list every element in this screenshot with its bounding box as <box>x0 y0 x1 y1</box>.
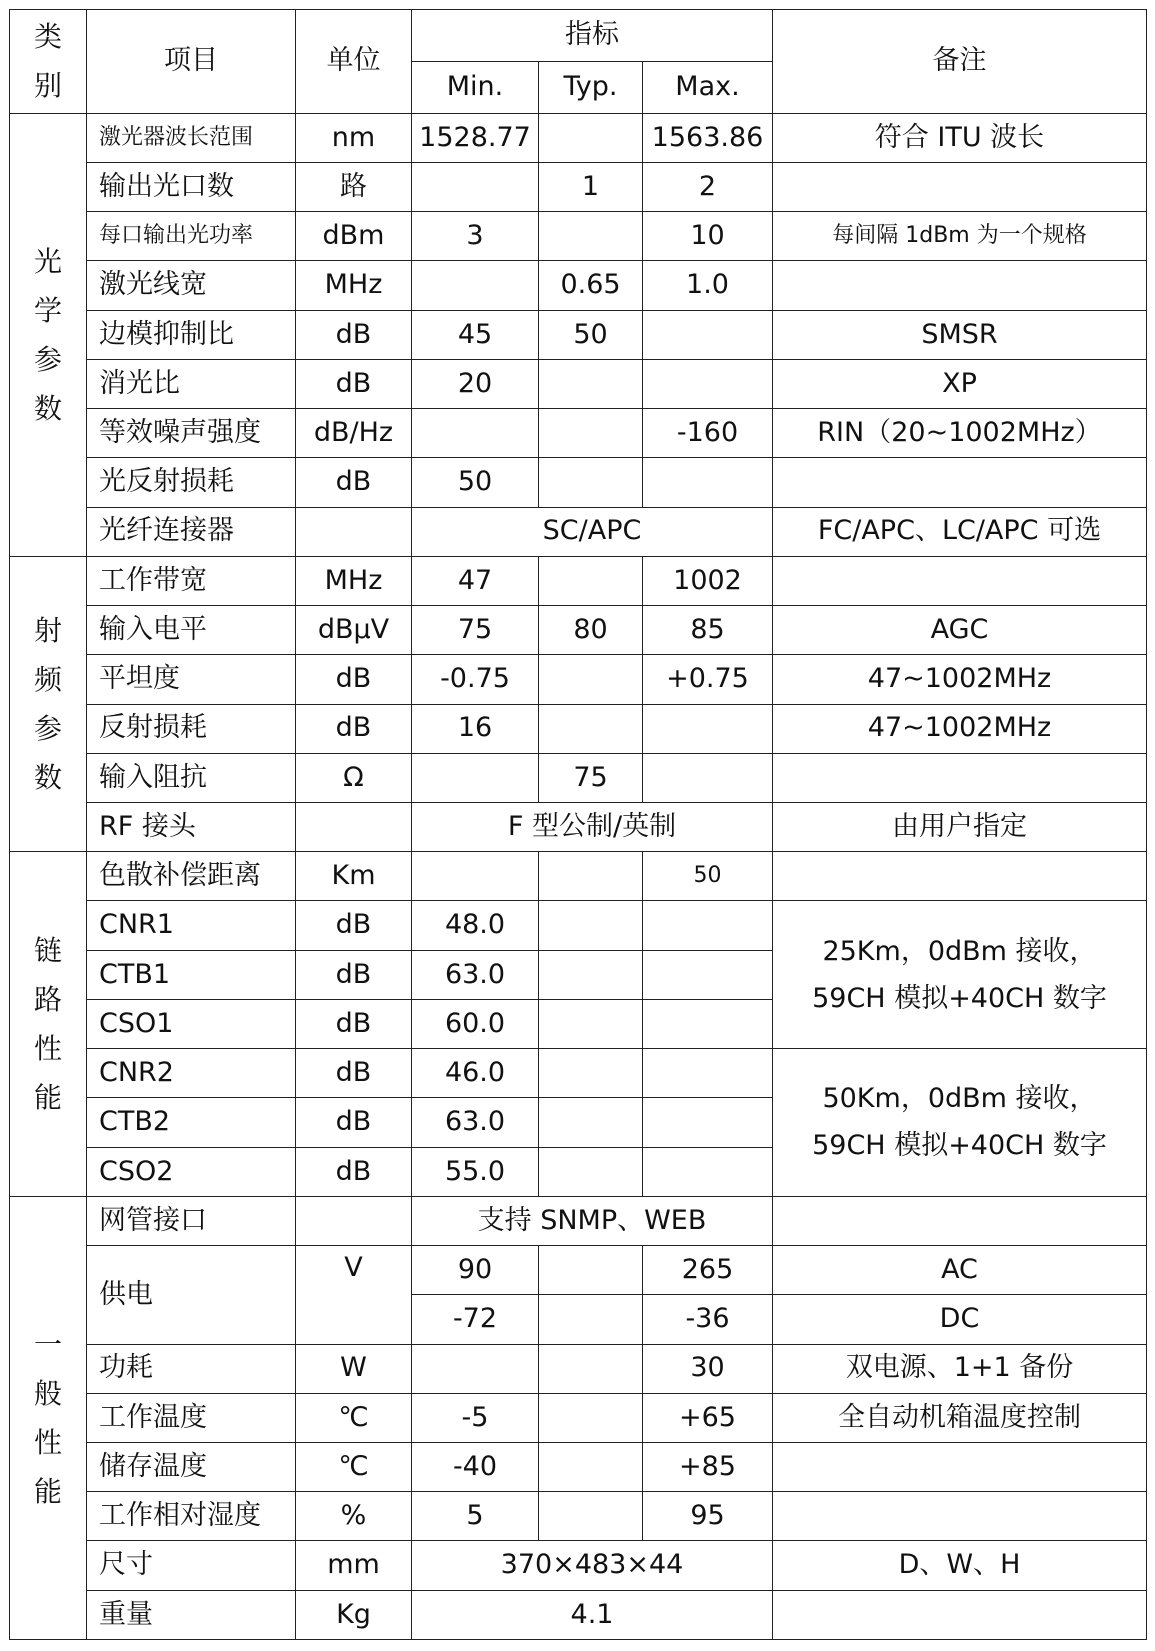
item-cell: CTB1 <box>87 950 296 999</box>
note-cell: DC <box>773 1295 1147 1344</box>
typ-cell <box>539 1492 643 1541</box>
table-row <box>10 802 1147 851</box>
spec-table <box>9 9 1147 1640</box>
item-cell: 工作带宽 <box>87 556 296 605</box>
typ-cell: 80 <box>539 606 643 655</box>
table-row <box>10 606 1147 655</box>
category-char: 光 <box>33 244 62 278</box>
item-cell: CNR1 <box>87 901 296 950</box>
table-row <box>10 409 1147 458</box>
note-cell: AC <box>773 1246 1147 1295</box>
min-cell <box>412 162 539 211</box>
item-cell: 网管接口 <box>87 1196 296 1245</box>
unit-cell <box>296 507 412 556</box>
item-cell: 输入电平 <box>87 606 296 655</box>
table-row <box>10 901 1147 950</box>
item-cell: 工作相对湿度 <box>87 1492 296 1541</box>
header-note: 备注 <box>773 10 1147 114</box>
min-cell: 90 <box>412 1246 539 1295</box>
header-category <box>10 10 87 114</box>
unit-cell: dB <box>296 655 412 704</box>
category-char: 数 <box>33 761 62 794</box>
unit-cell: dB <box>296 310 412 359</box>
category-rf <box>10 556 87 851</box>
note-cell: 符合 ITU 波长 <box>773 113 1147 162</box>
typ-cell <box>539 1344 643 1393</box>
note-cell <box>773 1196 1147 1245</box>
category-char: 链 <box>33 934 62 968</box>
typ-cell <box>539 1295 643 1344</box>
note-cell <box>773 753 1147 802</box>
note-cell <box>773 1590 1147 1639</box>
item-cell: 边模抑制比 <box>87 310 296 359</box>
item-cell: 功耗 <box>87 1344 296 1393</box>
note-cell <box>773 458 1147 507</box>
min-cell: 46.0 <box>412 1049 539 1098</box>
table-row <box>10 753 1147 802</box>
typ-cell <box>539 950 643 999</box>
category-char: 能 <box>33 1081 62 1115</box>
note-cell: D、W、H <box>773 1541 1147 1590</box>
note-cell: 每间隔 1dBm 为一个规格 <box>773 212 1147 261</box>
unit-cell: dB <box>296 458 412 507</box>
header-max: Max. <box>643 61 773 113</box>
table-row <box>10 1443 1147 1492</box>
unit-cell <box>296 1196 412 1245</box>
typ-cell <box>539 901 643 950</box>
item-cell: 输出光口数 <box>87 162 296 211</box>
note-cell <box>773 1443 1147 1492</box>
note-cell: AGC <box>773 606 1147 655</box>
unit-cell: nm <box>296 113 412 162</box>
min-cell: 3 <box>412 212 539 261</box>
table-row <box>10 655 1147 704</box>
header-item: 项目 <box>87 10 296 114</box>
unit-cell: Km <box>296 852 412 901</box>
min-cell: 20 <box>412 359 539 408</box>
note-cell <box>773 261 1147 310</box>
max-cell <box>643 753 773 802</box>
unit-cell: dB <box>296 1049 412 1098</box>
min-cell <box>412 753 539 802</box>
item-cell: 激光器波长范围 <box>87 113 296 162</box>
category-char: 一 <box>33 1327 62 1361</box>
note-cell <box>773 162 1147 211</box>
unit-cell <box>296 802 412 851</box>
header-unit: 单位 <box>296 10 412 114</box>
min-cell: -40 <box>412 1443 539 1492</box>
max-cell <box>643 1098 773 1147</box>
item-cell: 工作温度 <box>87 1393 296 1442</box>
item-cell: 反射损耗 <box>87 704 296 753</box>
max-cell <box>643 901 773 950</box>
note-line: 59CH 模拟+40CH 数字 <box>812 982 1107 1014</box>
note-line: 50Km，0dBm 接收， <box>822 1083 1097 1115</box>
min-cell <box>412 852 539 901</box>
max-cell: +85 <box>643 1443 773 1492</box>
merged-value-cell: 4.1 <box>412 1590 773 1639</box>
max-cell <box>643 359 773 408</box>
table-row <box>10 212 1147 261</box>
min-cell <box>412 1344 539 1393</box>
min-cell: 55.0 <box>412 1147 539 1196</box>
item-cell: 尺寸 <box>87 1541 296 1590</box>
min-cell: 50 <box>412 458 539 507</box>
category-general <box>10 1196 87 1639</box>
note-group-cell <box>773 1049 1147 1197</box>
min-cell <box>412 261 539 310</box>
unit-cell: Ω <box>296 753 412 802</box>
item-cell: 光反射损耗 <box>87 458 296 507</box>
table-row <box>10 1541 1147 1590</box>
category-char: 频 <box>33 663 62 696</box>
unit-cell: ℃ <box>296 1443 412 1492</box>
min-cell: 48.0 <box>412 901 539 950</box>
max-cell: 30 <box>643 1344 773 1393</box>
category-optical <box>10 113 87 556</box>
unit-cell: dB <box>296 901 412 950</box>
merged-value-cell: F 型公制/英制 <box>412 802 773 851</box>
unit-cell: dB <box>296 704 412 753</box>
merged-value-cell: 支持 SNMP、WEB <box>412 1196 773 1245</box>
min-cell: 60.0 <box>412 999 539 1048</box>
category-char: 性 <box>33 1425 62 1459</box>
note-cell: XP <box>773 359 1147 408</box>
typ-cell <box>539 655 643 704</box>
min-cell: 63.0 <box>412 950 539 999</box>
max-cell: 2 <box>643 162 773 211</box>
note-line: 25Km，0dBm 接收， <box>822 935 1097 967</box>
unit-cell: dB/Hz <box>296 409 412 458</box>
typ-cell <box>539 556 643 605</box>
category-char: 参 <box>33 342 62 376</box>
unit-cell: W <box>296 1344 412 1393</box>
unit-cell: dB <box>296 1098 412 1147</box>
max-cell <box>643 950 773 999</box>
unit-cell: MHz <box>296 556 412 605</box>
item-cell: 输入阻抗 <box>87 753 296 802</box>
max-cell: -36 <box>643 1295 773 1344</box>
item-cell: 重量 <box>87 1590 296 1639</box>
note-cell: 47~1002MHz <box>773 704 1147 753</box>
typ-cell <box>539 212 643 261</box>
note-group-cell <box>773 901 1147 1049</box>
max-cell <box>643 704 773 753</box>
typ-cell <box>539 409 643 458</box>
table-row <box>10 310 1147 359</box>
typ-cell <box>539 1147 643 1196</box>
typ-cell <box>539 1049 643 1098</box>
table-row <box>10 507 1147 556</box>
max-cell <box>643 458 773 507</box>
item-cell: CSO1 <box>87 999 296 1048</box>
min-cell: -0.75 <box>412 655 539 704</box>
header-category-char: 别 <box>33 69 62 103</box>
min-cell: 63.0 <box>412 1098 539 1147</box>
note-cell: 双电源、1+1 备份 <box>773 1344 1147 1393</box>
typ-cell: 0.65 <box>539 261 643 310</box>
typ-cell <box>539 1393 643 1442</box>
item-cell: 激光线宽 <box>87 261 296 310</box>
category-char: 路 <box>33 983 62 1017</box>
max-cell: 1563.86 <box>643 113 773 162</box>
typ-cell <box>539 704 643 753</box>
table-row <box>10 1590 1147 1639</box>
min-cell <box>412 409 539 458</box>
unit-cell: 路 <box>296 162 412 211</box>
item-cell: 等效噪声强度 <box>87 409 296 458</box>
note-cell: 由用户指定 <box>773 802 1147 851</box>
unit-cell: mm <box>296 1541 412 1590</box>
min-cell: 1528.77 <box>412 113 539 162</box>
max-cell: -160 <box>643 409 773 458</box>
table-row <box>10 1393 1147 1442</box>
category-char: 性 <box>33 1032 62 1066</box>
min-cell: 45 <box>412 310 539 359</box>
category-char: 学 <box>33 293 62 327</box>
category-char: 般 <box>33 1376 62 1410</box>
typ-cell: 50 <box>539 310 643 359</box>
typ-cell <box>539 113 643 162</box>
category-char: 参 <box>33 712 62 745</box>
min-cell: -5 <box>412 1393 539 1442</box>
note-cell <box>773 1492 1147 1541</box>
note-cell: FC/APC、LC/APC 可选 <box>773 507 1147 556</box>
item-cell: CTB2 <box>87 1098 296 1147</box>
typ-cell <box>539 359 643 408</box>
item-cell: 色散补偿距离 <box>87 852 296 901</box>
unit-cell: dBm <box>296 212 412 261</box>
unit-cell: Kg <box>296 1590 412 1639</box>
max-cell: 10 <box>643 212 773 261</box>
unit-cell: dB <box>296 950 412 999</box>
item-cell: 光纤连接器 <box>87 507 296 556</box>
typ-cell: 1 <box>539 162 643 211</box>
min-cell: 16 <box>412 704 539 753</box>
note-cell: SMSR <box>773 310 1147 359</box>
table-row <box>10 1196 1147 1245</box>
max-cell: 1002 <box>643 556 773 605</box>
item-cell: 储存温度 <box>87 1443 296 1492</box>
table-row <box>10 704 1147 753</box>
max-cell <box>643 1049 773 1098</box>
table-row <box>10 359 1147 408</box>
table-row <box>10 261 1147 310</box>
table-row <box>10 1492 1147 1541</box>
table-row <box>10 1246 1147 1295</box>
item-cell: CSO2 <box>87 1147 296 1196</box>
note-cell: 47~1002MHz <box>773 655 1147 704</box>
unit-cell: dBμV <box>296 606 412 655</box>
header-min: Min. <box>412 61 539 113</box>
merged-value-cell: SC/APC <box>412 507 773 556</box>
typ-cell <box>539 1246 643 1295</box>
max-cell <box>643 999 773 1048</box>
table-row <box>10 852 1147 901</box>
item-cell: 平坦度 <box>87 655 296 704</box>
header-row-1 <box>10 10 1147 62</box>
max-cell: +65 <box>643 1393 773 1442</box>
unit-cell: ℃ <box>296 1393 412 1442</box>
header-category-char: 类 <box>33 20 62 54</box>
unit-cell: V <box>296 1246 412 1344</box>
table-row <box>10 1049 1147 1098</box>
min-cell: 47 <box>412 556 539 605</box>
item-cell: RF 接头 <box>87 802 296 851</box>
min-cell: 5 <box>412 1492 539 1541</box>
unit-cell: dB <box>296 359 412 408</box>
category-char: 数 <box>33 391 62 425</box>
category-link <box>10 852 87 1197</box>
category-char: 能 <box>33 1474 62 1508</box>
note-cell: RIN（20~1002MHz） <box>773 409 1147 458</box>
unit-cell: dB <box>296 1147 412 1196</box>
max-cell: 50 <box>643 852 773 901</box>
typ-cell <box>539 458 643 507</box>
item-cell: 每口输出光功率 <box>87 212 296 261</box>
max-cell: +0.75 <box>643 655 773 704</box>
header-spec: 指标 <box>412 10 773 62</box>
header-typ: Typ. <box>539 61 643 113</box>
unit-cell: % <box>296 1492 412 1541</box>
table-row <box>10 458 1147 507</box>
note-line: 59CH 模拟+40CH 数字 <box>812 1130 1107 1162</box>
max-cell <box>643 310 773 359</box>
max-cell: 265 <box>643 1246 773 1295</box>
table-row <box>10 113 1147 162</box>
item-cell: 消光比 <box>87 359 296 408</box>
category-char: 射 <box>33 614 62 647</box>
min-cell: 75 <box>412 606 539 655</box>
table-row <box>10 556 1147 605</box>
typ-cell <box>539 1098 643 1147</box>
typ-cell: 75 <box>539 753 643 802</box>
typ-cell <box>539 1443 643 1492</box>
note-cell: 全自动机箱温度控制 <box>773 1393 1147 1442</box>
table-row <box>10 1344 1147 1393</box>
unit-cell: MHz <box>296 261 412 310</box>
max-cell: 1.0 <box>643 261 773 310</box>
max-cell: 95 <box>643 1492 773 1541</box>
item-cell: CNR2 <box>87 1049 296 1098</box>
item-cell: 供电 <box>87 1246 296 1344</box>
max-cell: 85 <box>643 606 773 655</box>
typ-cell <box>539 852 643 901</box>
note-cell <box>773 852 1147 901</box>
min-cell: -72 <box>412 1295 539 1344</box>
merged-value-cell: 370×483×44 <box>412 1541 773 1590</box>
unit-cell: dB <box>296 999 412 1048</box>
note-cell <box>773 556 1147 605</box>
max-cell <box>643 1147 773 1196</box>
typ-cell <box>539 999 643 1048</box>
table-row <box>10 162 1147 211</box>
